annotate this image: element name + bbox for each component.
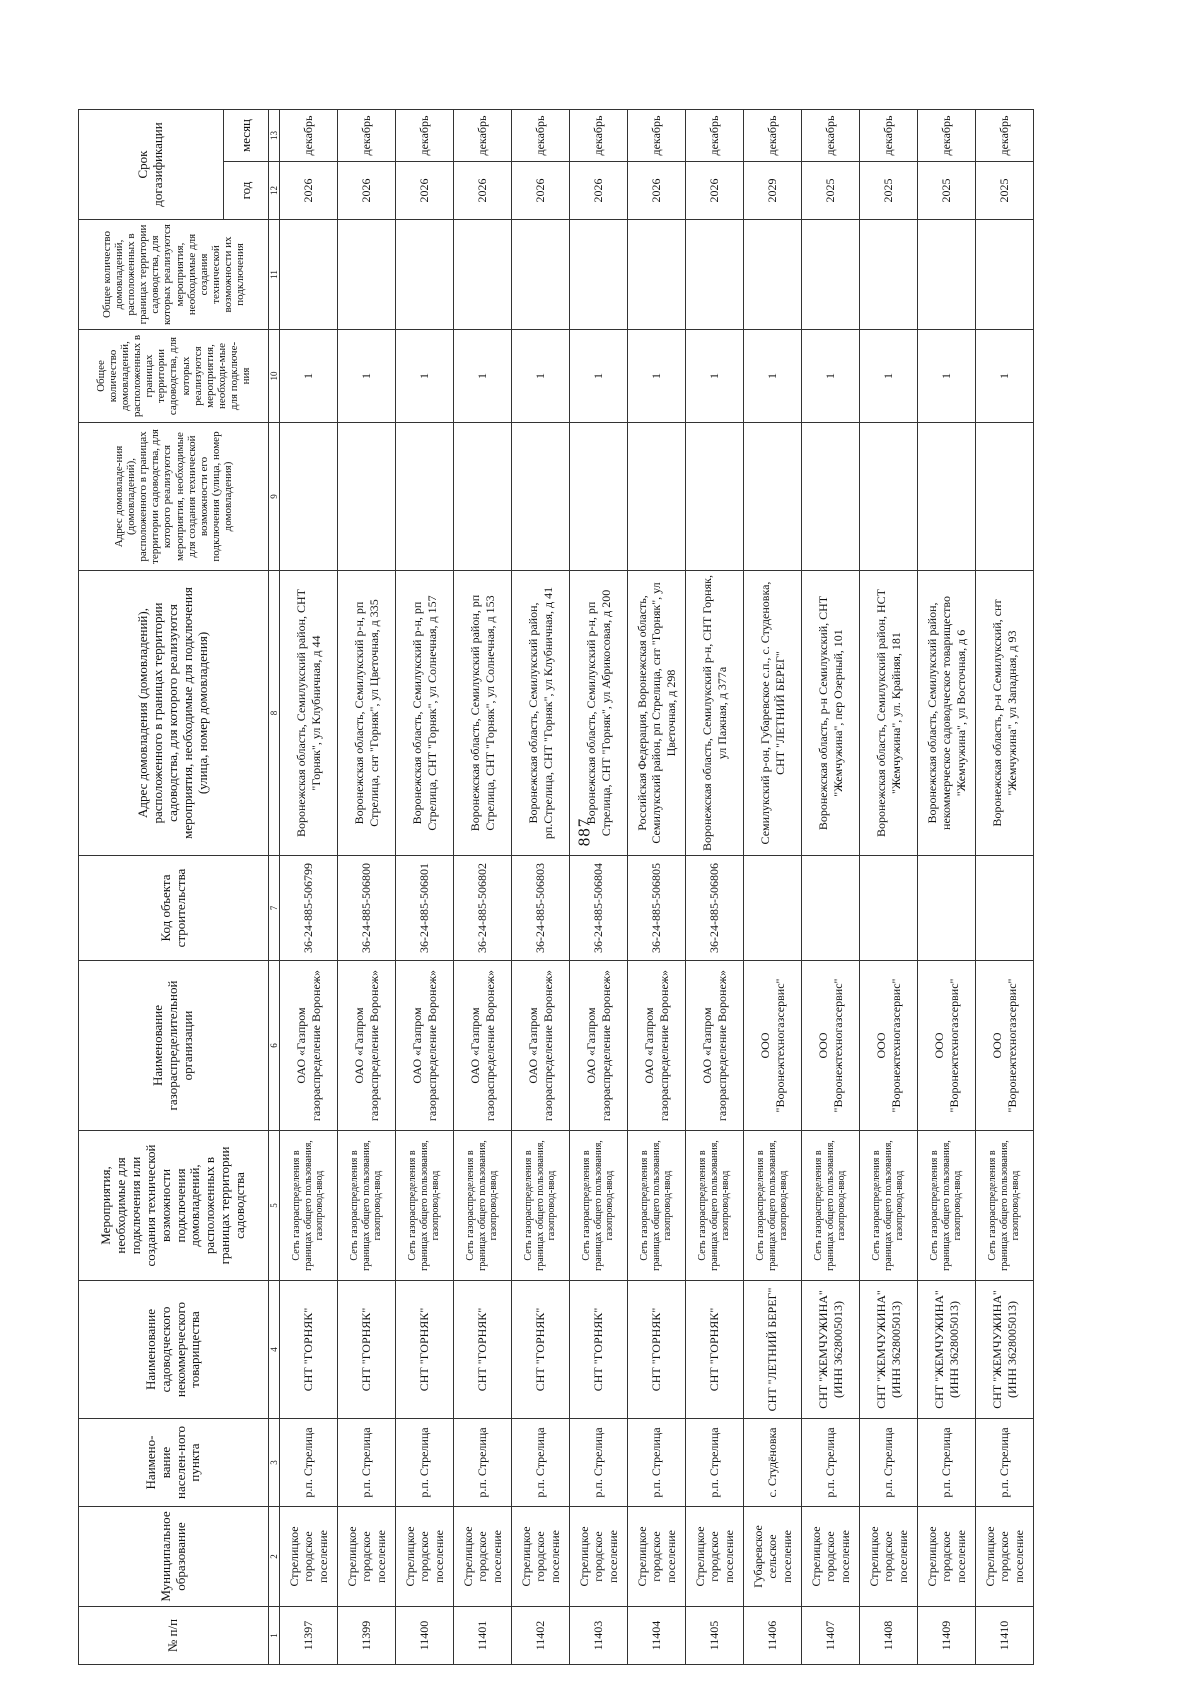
partnership-cell: СНТ "ГОРНЯК" xyxy=(338,1281,396,1419)
row-number: 11404 xyxy=(628,1607,686,1665)
row-number: 11400 xyxy=(396,1607,454,1665)
month-cell: декабрь xyxy=(396,110,454,162)
address-capability-cell xyxy=(338,423,396,571)
row-number: 11399 xyxy=(338,1607,396,1665)
address-connection-cell: Воронежская область, Семилукский р-н, рп Стрелица, снт "Горняк", ул Цветочная, д 335 xyxy=(338,571,396,856)
count-capability-cell xyxy=(628,220,686,330)
header-gas-organization: Наименование газораспределительной организации xyxy=(79,961,269,1131)
row-number: 11405 xyxy=(686,1607,744,1665)
header-year: год xyxy=(224,162,269,220)
measures-cell: Сеть газораспределения в границах общего пользования, газопровод-ввод xyxy=(570,1131,628,1281)
object-code-cell: 36-24-885-506802 xyxy=(454,856,512,961)
table-row xyxy=(396,110,454,1665)
address-capability-cell xyxy=(686,423,744,571)
measures-cell: Сеть газораспределения в границах общего пользования, газопровод-ввод xyxy=(976,1131,1034,1281)
partnership-cell: СНТ "ГОРНЯК" xyxy=(512,1281,570,1419)
partnership-cell: СНТ "ЖЕМЧУЖИНА" (ИНН 3628005013) xyxy=(918,1281,976,1419)
address-capability-cell xyxy=(918,423,976,571)
table-body xyxy=(280,110,1034,1665)
gas-organization-cell: ОАО «Газпром газораспределение Воронеж» xyxy=(570,961,628,1131)
address-connection-cell: Воронежская область, Семилукский район, СНТ "Горняк", ул Клубничная, д 44 xyxy=(280,571,338,856)
settlement-cell: р.п. Стрелица xyxy=(918,1419,976,1507)
partnership-cell: СНТ "ГОРНЯК" xyxy=(454,1281,512,1419)
gas-organization-cell: ОАО «Газпром газораспределение Воронеж» xyxy=(512,961,570,1131)
month-cell: декабрь xyxy=(686,110,744,162)
gas-organization-cell: ООО "Воронежтехногазсервис" xyxy=(802,961,860,1131)
year-cell: 2026 xyxy=(280,162,338,220)
table-row xyxy=(454,110,512,1665)
column-number: 12 xyxy=(269,162,280,220)
gas-organization-cell: ОАО «Газпром газораспределение Воронеж» xyxy=(396,961,454,1131)
municipality-cell: Губаревское сельское поселение xyxy=(744,1507,802,1607)
measures-cell: Сеть газораспределения в границах общего пользования, газопровод-ввод xyxy=(396,1131,454,1281)
partnership-cell: СНТ "ЖЕМЧУЖИНА" (ИНН 3628005013) xyxy=(860,1281,918,1419)
address-connection-cell: Воронежская область, р-н Семилукский, снт "Жемчужина", ул Западная, д 93 xyxy=(976,571,1034,856)
count-capability-cell xyxy=(396,220,454,330)
partnership-cell: СНТ "ЖЕМЧУЖИНА" (ИНН 3628005013) xyxy=(976,1281,1034,1419)
address-connection-cell: Семилукский р-он, Губаревское с.п., с. Студеновка, СНТ "ЛЕТНИЙ БЕРЕГ" xyxy=(744,571,802,856)
settlement-cell: р.п. Стрелица xyxy=(628,1419,686,1507)
partnership-cell: СНТ "ГОРНЯК" xyxy=(280,1281,338,1419)
gas-organization-cell: ОАО «Газпром газораспределение Воронеж» xyxy=(454,961,512,1131)
partnership-cell: СНТ "ГОРНЯК" xyxy=(628,1281,686,1419)
gas-organization-cell: ОАО «Газпром газораспределение Воронеж» xyxy=(686,961,744,1131)
header-municipality: Муниципальное образование xyxy=(79,1507,269,1607)
column-number: 5 xyxy=(269,1131,280,1281)
count-connection-cell: 1 xyxy=(744,330,802,423)
count-connection-cell: 1 xyxy=(338,330,396,423)
gas-organization-cell: ООО "Воронежтехногазсервис" xyxy=(860,961,918,1131)
table-row xyxy=(338,110,396,1665)
rotated-table-container xyxy=(78,110,1185,1665)
table-row xyxy=(976,110,1034,1665)
month-cell: декабрь xyxy=(280,110,338,162)
year-cell: 2026 xyxy=(628,162,686,220)
month-cell: декабрь xyxy=(918,110,976,162)
month-cell: декабрь xyxy=(512,110,570,162)
year-cell: 2026 xyxy=(454,162,512,220)
municipality-cell: Стрелицкое городское поселение xyxy=(396,1507,454,1607)
table-row xyxy=(860,110,918,1665)
municipality-cell: Стрелицкое городское поселение xyxy=(976,1507,1034,1607)
gas-organization-cell: ООО "Воронежтехногазсервис" xyxy=(976,961,1034,1131)
municipality-cell: Стрелицкое городское поселение xyxy=(686,1507,744,1607)
month-cell: декабрь xyxy=(860,110,918,162)
settlement-cell: р.п. Стрелица xyxy=(976,1419,1034,1507)
address-capability-cell xyxy=(860,423,918,571)
year-cell: 2029 xyxy=(744,162,802,220)
table-row xyxy=(802,110,860,1665)
year-cell: 2026 xyxy=(512,162,570,220)
count-connection-cell: 1 xyxy=(570,330,628,423)
gas-organization-cell: ОАО «Газпром газораспределение Воронеж» xyxy=(628,961,686,1131)
measures-cell: Сеть газораспределения в границах общего пользования, газопровод-ввод xyxy=(918,1131,976,1281)
row-number: 11403 xyxy=(570,1607,628,1665)
count-capability-cell xyxy=(338,220,396,330)
object-code-cell: 36-24-885-506804 xyxy=(570,856,628,961)
month-cell: декабрь xyxy=(570,110,628,162)
header-gasification-term: Срок догазификации xyxy=(79,110,224,220)
table-row xyxy=(570,110,628,1665)
column-number: 11 xyxy=(269,220,280,330)
object-code-cell xyxy=(976,856,1034,961)
month-cell: декабрь xyxy=(744,110,802,162)
address-connection-cell: Воронежская область, Семилукский район, рп Стрелица, СНТ "Горняк", ул Солнечная, д 153 xyxy=(454,571,512,856)
header-partnership: Наименование садоводческого некоммерческого товарищества xyxy=(79,1281,269,1419)
table-row xyxy=(628,110,686,1665)
measures-cell: Сеть газораспределения в границах общего пользования, газопровод-ввод xyxy=(628,1131,686,1281)
count-capability-cell xyxy=(860,220,918,330)
table-row xyxy=(686,110,744,1665)
table-header xyxy=(79,110,280,1665)
column-number: 3 xyxy=(269,1419,280,1507)
column-number: 6 xyxy=(269,961,280,1131)
measures-cell: Сеть газораспределения в границах общего пользования, газопровод-ввод xyxy=(338,1131,396,1281)
row-number: 11397 xyxy=(280,1607,338,1665)
partnership-cell: СНТ "ГОРНЯК" xyxy=(570,1281,628,1419)
month-cell: декабрь xyxy=(802,110,860,162)
table-row xyxy=(512,110,570,1665)
municipality-cell: Стрелицкое городское поселение xyxy=(802,1507,860,1607)
count-connection-cell: 1 xyxy=(628,330,686,423)
count-capability-cell xyxy=(686,220,744,330)
year-cell: 2026 xyxy=(338,162,396,220)
count-connection-cell: 1 xyxy=(802,330,860,423)
measures-cell: Сеть газораспределения в границах общего пользования, газопровод-ввод xyxy=(802,1131,860,1281)
object-code-cell: 36-24-885-506806 xyxy=(686,856,744,961)
object-code-cell: 36-24-885-506800 xyxy=(338,856,396,961)
gas-organization-cell: ООО "Воронежтехногазсервис" xyxy=(918,961,976,1131)
year-cell: 2025 xyxy=(802,162,860,220)
row-number: 11410 xyxy=(976,1607,1034,1665)
object-code-cell: 36-24-885-506801 xyxy=(396,856,454,961)
settlement-cell: р.п. Стрелица xyxy=(338,1419,396,1507)
header-count-capability: Общее количество домовладений, расположенных в границах территории садоводства, для которых реализуются мероприятия, необходимые для создания технической возможности их подключения xyxy=(79,220,269,330)
header-count-connection: Общее количество домовладений, расположенных в границах территории садоводства, для которых реализуются мероприятия, необходи-мые для подключе-ния xyxy=(79,330,269,423)
table-row xyxy=(918,110,976,1665)
partnership-cell: СНТ "ЛЕТНИЙ БЕРЕГ" xyxy=(744,1281,802,1419)
gas-organization-cell: ОАО «Газпром газораспределение Воронеж» xyxy=(338,961,396,1131)
header-month: месяц xyxy=(224,110,269,162)
table-row xyxy=(280,110,338,1665)
count-capability-cell xyxy=(918,220,976,330)
count-capability-cell xyxy=(280,220,338,330)
row-number: 11402 xyxy=(512,1607,570,1665)
partnership-cell: СНТ "ГОРНЯК" xyxy=(686,1281,744,1419)
count-connection-cell: 1 xyxy=(512,330,570,423)
partnership-cell: СНТ "ГОРНЯК" xyxy=(396,1281,454,1419)
settlement-cell: р.п. Стрелица xyxy=(454,1419,512,1507)
object-code-cell: 36-24-885-506805 xyxy=(628,856,686,961)
header-settlement: Наимено-вание населен-ного пункта xyxy=(79,1419,269,1507)
month-cell: декабрь xyxy=(454,110,512,162)
header-measures: Мероприятия, необходимые для подключения или создания технической возможности подключения домовладений, расположенных в границах территории садоводства xyxy=(79,1131,269,1281)
column-numbers-row xyxy=(269,110,280,1665)
month-cell: декабрь xyxy=(338,110,396,162)
settlement-cell: р.п. Стрелица xyxy=(686,1419,744,1507)
count-capability-cell xyxy=(976,220,1034,330)
header-address-capability: Адрес домовладе-ния (домовладений), расположенного в границах территории садоводства, для которого реализуются мероприятия, необходимые для создания технической возможности его подключения (улица, номер домовладения) xyxy=(79,423,269,571)
year-cell: 2026 xyxy=(396,162,454,220)
table-row xyxy=(744,110,802,1665)
partnership-cell: СНТ "ЖЕМЧУЖИНА" (ИНН 3628005013) xyxy=(802,1281,860,1419)
month-cell: декабрь xyxy=(976,110,1034,162)
count-capability-cell xyxy=(802,220,860,330)
count-capability-cell xyxy=(744,220,802,330)
address-capability-cell xyxy=(396,423,454,571)
column-number: 13 xyxy=(269,110,280,162)
column-number: 2 xyxy=(269,1507,280,1607)
municipality-cell: Стрелицкое городское поселение xyxy=(280,1507,338,1607)
count-capability-cell xyxy=(512,220,570,330)
address-connection-cell: Воронежская область, Семилукский район, НСТ "Жемчужина", ул. Крайняя, 181 xyxy=(860,571,918,856)
page-number: 887 xyxy=(574,817,594,847)
row-number: 11406 xyxy=(744,1607,802,1665)
row-number: 11408 xyxy=(860,1607,918,1665)
address-connection-cell: Воронежская область, Семилукский район, некоммерческое садоводческое товарищество "Жемчужина", ул Восточная, д 6 xyxy=(918,571,976,856)
count-capability-cell xyxy=(454,220,512,330)
count-connection-cell: 1 xyxy=(860,330,918,423)
count-connection-cell: 1 xyxy=(918,330,976,423)
address-connection-cell: Воронежская область, Семилукский район, рп.Стрелица, СНТ "Горняк", ул Клубничная, д 41 xyxy=(512,571,570,856)
address-capability-cell xyxy=(570,423,628,571)
settlement-cell: с. Студёновка xyxy=(744,1419,802,1507)
object-code-cell xyxy=(918,856,976,961)
address-capability-cell xyxy=(280,423,338,571)
measures-cell: Сеть газораспределения в границах общего пользования, газопровод-ввод xyxy=(280,1131,338,1281)
settlement-cell: р.п. Стрелица xyxy=(860,1419,918,1507)
settlement-cell: р.п. Стрелица xyxy=(280,1419,338,1507)
count-connection-cell: 1 xyxy=(976,330,1034,423)
column-number: 10 xyxy=(269,330,280,423)
address-connection-cell: Воронежская область, Семилукский р-н, СНТ Горняк, ул Пажная, д 377а xyxy=(686,571,744,856)
municipality-cell: Стрелицкое городское поселение xyxy=(918,1507,976,1607)
object-code-cell xyxy=(802,856,860,961)
municipality-cell: Стрелицкое городское поселение xyxy=(628,1507,686,1607)
header-number: № п/п xyxy=(79,1607,269,1665)
municipality-cell: Стрелицкое городское поселение xyxy=(454,1507,512,1607)
municipality-cell: Стрелицкое городское поселение xyxy=(512,1507,570,1607)
address-connection-cell: Российская Федерация, Воронежская область, Семилукский район, рп Стрелица, снт "Горняк", ул Цветочная, д 298 xyxy=(628,571,686,856)
year-cell: 2026 xyxy=(686,162,744,220)
gas-organization-cell: ООО "Воронежтехногазсервис" xyxy=(744,961,802,1131)
header-object-code: Код объекта строительства xyxy=(79,856,269,961)
row-number: 11401 xyxy=(454,1607,512,1665)
settlement-cell: р.п. Стрелица xyxy=(802,1419,860,1507)
address-capability-cell xyxy=(744,423,802,571)
settlement-cell: р.п. Стрелица xyxy=(570,1419,628,1507)
count-connection-cell: 1 xyxy=(396,330,454,423)
measures-cell: Сеть газораспределения в границах общего пользования, газопровод-ввод xyxy=(744,1131,802,1281)
count-connection-cell: 1 xyxy=(686,330,744,423)
column-number: 8 xyxy=(269,571,280,856)
measures-cell: Сеть газораспределения в границах общего пользования, газопровод-ввод xyxy=(686,1131,744,1281)
year-cell: 2025 xyxy=(976,162,1034,220)
column-number: 1 xyxy=(269,1607,280,1665)
gas-organization-cell: ОАО «Газпром газораспределение Воронеж» xyxy=(280,961,338,1131)
measures-cell: Сеть газораспределения в границах общего пользования, газопровод-ввод xyxy=(454,1131,512,1281)
address-capability-cell xyxy=(512,423,570,571)
address-capability-cell xyxy=(802,423,860,571)
address-capability-cell xyxy=(628,423,686,571)
year-cell: 2025 xyxy=(860,162,918,220)
settlement-cell: р.п. Стрелица xyxy=(512,1419,570,1507)
municipality-cell: Стрелицкое городское поселение xyxy=(570,1507,628,1607)
header-address-connection: Адрес домовладения (домовладений), расположенного в границах территории садоводства, для которого реализуются мероприятия, необходимые для подключения (улица, номер домовладения) xyxy=(79,571,269,856)
column-number: 4 xyxy=(269,1281,280,1419)
object-code-cell xyxy=(744,856,802,961)
gasification-table xyxy=(78,109,1034,1665)
municipality-cell: Стрелицкое городское поселение xyxy=(338,1507,396,1607)
address-connection-cell: Воронежская область, Семилукский р-н, рп Стрелица, СНТ "Горняк", ул Солнечная, д 157 xyxy=(396,571,454,856)
settlement-cell: р.п. Стрелица xyxy=(396,1419,454,1507)
object-code-cell: 36-24-885-506803 xyxy=(512,856,570,961)
row-number: 11407 xyxy=(802,1607,860,1665)
column-number: 7 xyxy=(269,856,280,961)
month-cell: декабрь xyxy=(628,110,686,162)
address-capability-cell xyxy=(454,423,512,571)
address-capability-cell xyxy=(976,423,1034,571)
row-number: 11409 xyxy=(918,1607,976,1665)
address-connection-cell: Воронежская область, р-н Семилукский, СНТ "Жемчужина", пер Озерный, 101 xyxy=(802,571,860,856)
object-code-cell: 36-24-885-506799 xyxy=(280,856,338,961)
object-code-cell xyxy=(860,856,918,961)
measures-cell: Сеть газораспределения в границах общего пользования, газопровод-ввод xyxy=(512,1131,570,1281)
count-connection-cell: 1 xyxy=(280,330,338,423)
measures-cell: Сеть газораспределения в границах общего пользования, газопровод-ввод xyxy=(860,1131,918,1281)
column-number: 9 xyxy=(269,423,280,571)
count-capability-cell xyxy=(570,220,628,330)
count-connection-cell: 1 xyxy=(454,330,512,423)
address-connection-cell: Воронежская область, Семилукский р-н, рп Стрелица, СНТ "Горняк", ул Абрикосовая, д 200 xyxy=(570,571,628,856)
municipality-cell: Стрелицкое городское поселение xyxy=(860,1507,918,1607)
year-cell: 2026 xyxy=(570,162,628,220)
year-cell: 2025 xyxy=(918,162,976,220)
